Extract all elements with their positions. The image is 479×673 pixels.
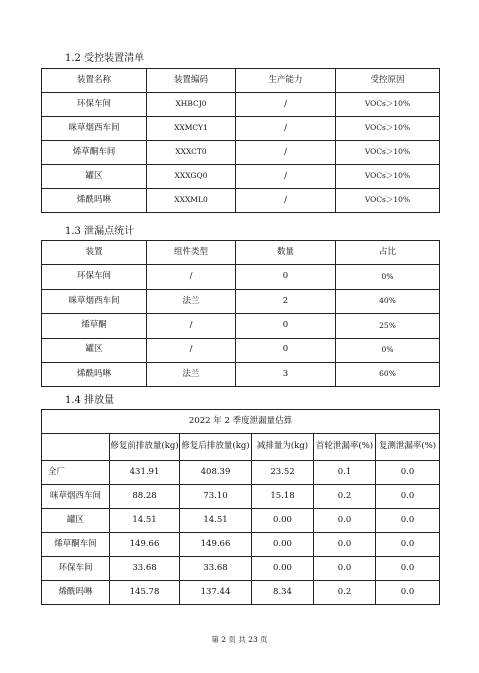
table-row — [42, 265, 440, 289]
table-cell: 14.51 — [110, 509, 180, 533]
table-cell: 0.0 — [376, 509, 440, 533]
table-cell: 罐区 — [42, 509, 110, 533]
table-row — [42, 461, 440, 485]
table-row — [42, 165, 440, 189]
table-row — [42, 581, 440, 605]
table-cell: VOCs＞10% — [336, 165, 440, 189]
table-cell: 14.51 — [180, 509, 252, 533]
table-cell: 0.00 — [252, 557, 314, 581]
table-cell: 431.91 — [110, 461, 180, 485]
table-cell: / — [236, 141, 336, 165]
table-cell: VOCs＞10% — [336, 189, 440, 213]
table-cell: VOCs＞10% — [336, 93, 440, 117]
emissions-table-title: 2022 年 2 季度泄漏量估算 — [42, 410, 440, 434]
table-cell: 88.28 — [110, 485, 180, 509]
col-header: 生产能力 — [236, 69, 336, 93]
col-header: 组件类型 — [147, 241, 236, 265]
table-cell: 罐区 — [42, 338, 147, 362]
table-cell: 法兰 — [147, 289, 236, 313]
table-cell: 408.39 — [180, 461, 252, 485]
table-cell: 23.52 — [252, 461, 314, 485]
table-cell: XXXML0 — [147, 189, 236, 213]
leak-stats-table — [41, 240, 440, 387]
table-cell: 环保车间 — [42, 93, 147, 117]
col-header — [42, 434, 110, 461]
table-cell: 149.66 — [180, 533, 252, 557]
table-cell: 环保车间 — [42, 265, 147, 289]
table-cell: 25% — [336, 314, 440, 338]
table-cell: XXXGQ0 — [147, 165, 236, 189]
table-cell: 0.2 — [314, 581, 376, 605]
table-cell: 0.0 — [376, 461, 440, 485]
table-cell: 33.68 — [110, 557, 180, 581]
table-row — [42, 362, 440, 386]
table-cell: XXXCT0 — [147, 141, 236, 165]
table-cell: 烯草酮 — [42, 314, 147, 338]
table-cell: 咪草烟西车间 — [42, 485, 110, 509]
table-cell: XXMCY1 — [147, 117, 236, 141]
table-cell: 0.00 — [252, 533, 314, 557]
table-cell: / — [236, 189, 336, 213]
table-cell: 3 — [236, 362, 336, 386]
table-row — [42, 314, 440, 338]
table-cell: 0.1 — [314, 461, 376, 485]
table-cell: 咪草烟西车间 — [42, 289, 147, 313]
table-cell: 0.0 — [376, 557, 440, 581]
table-cell: 咪草烟西车间 — [42, 117, 147, 141]
emissions-table — [41, 409, 440, 605]
table-cell: 137.44 — [180, 581, 252, 605]
table-cell: 149.66 — [110, 533, 180, 557]
table-cell: 0.0 — [376, 485, 440, 509]
table-cell: 0.0 — [314, 557, 376, 581]
section-title-emissions: 1.4 排放量 — [65, 395, 115, 406]
table-cell: 烯酰吗啉 — [42, 581, 110, 605]
table-cell: 0.0 — [314, 533, 376, 557]
table-cell: 0.2 — [314, 485, 376, 509]
table-cell: 0 — [236, 265, 336, 289]
col-header: 修复前排放量(kg) — [110, 434, 180, 461]
table-cell: 8.34 — [252, 581, 314, 605]
table-row — [42, 289, 440, 313]
table-cell: 33.68 — [180, 557, 252, 581]
table-cell: / — [147, 338, 236, 362]
table-cell: 0% — [336, 338, 440, 362]
table-cell: 0 — [236, 314, 336, 338]
table-cell: 法兰 — [147, 362, 236, 386]
table-cell: 烯草酮车间 — [42, 141, 147, 165]
table-cell: 73.10 — [180, 485, 252, 509]
section-title-controlled-devices: 1.2 受控装置清单 — [65, 53, 145, 64]
table-cell: 0.0 — [376, 533, 440, 557]
controlled-devices-table — [41, 68, 440, 213]
col-header: 减排量为(kg) — [252, 434, 314, 461]
table-cell: 环保车间 — [42, 557, 110, 581]
table-cell: VOCs＞10% — [336, 141, 440, 165]
table-cell: / — [147, 314, 236, 338]
table-cell: 0 — [236, 338, 336, 362]
table-cell: 0.0 — [314, 509, 376, 533]
table-cell: 0% — [336, 265, 440, 289]
table-cell: 60% — [336, 362, 440, 386]
col-header: 装置名称 — [42, 69, 147, 93]
table-cell: 0.00 — [252, 509, 314, 533]
col-header: 修复后排放量(kg) — [180, 434, 252, 461]
table-row — [42, 533, 440, 557]
table-title-row — [42, 410, 440, 434]
table-cell: 全厂 — [42, 461, 110, 485]
table-row — [42, 189, 440, 213]
table-cell: 2 — [236, 289, 336, 313]
table-cell: 罐区 — [42, 165, 147, 189]
table-cell: 烯酰吗啉 — [42, 189, 147, 213]
table-row — [42, 141, 440, 165]
table-row — [42, 557, 440, 581]
table-cell: VOCs＞10% — [336, 117, 440, 141]
table-cell: 15.18 — [252, 485, 314, 509]
table-cell: 145.78 — [110, 581, 180, 605]
table-cell: / — [236, 117, 336, 141]
table-cell: XHBCJ0 — [147, 93, 236, 117]
table-row — [42, 117, 440, 141]
table-cell: / — [236, 93, 336, 117]
col-header: 复测泄漏率(%) — [376, 434, 440, 461]
table-header-row — [42, 241, 440, 265]
col-header: 首轮泄漏率(%) — [314, 434, 376, 461]
table-row — [42, 338, 440, 362]
table-header-row — [42, 434, 440, 461]
table-cell: 40% — [336, 289, 440, 313]
col-header: 数量 — [236, 241, 336, 265]
section-title-leak-stats: 1.3 泄漏点统计 — [65, 226, 135, 237]
page-footer: 第 2 页 共 23 页 — [211, 635, 268, 644]
table-cell: 0.0 — [376, 581, 440, 605]
table-cell: / — [147, 265, 236, 289]
col-header: 占比 — [336, 241, 440, 265]
table-row — [42, 509, 440, 533]
col-header: 装置编码 — [147, 69, 236, 93]
col-header: 受控原因 — [336, 69, 440, 93]
table-row — [42, 93, 440, 117]
table-row — [42, 485, 440, 509]
table-header-row — [42, 69, 440, 93]
table-cell: 烯草酮车间 — [42, 533, 110, 557]
col-header: 装置 — [42, 241, 147, 265]
table-cell: / — [236, 165, 336, 189]
table-cell: 烯酰吗啉 — [42, 362, 147, 386]
